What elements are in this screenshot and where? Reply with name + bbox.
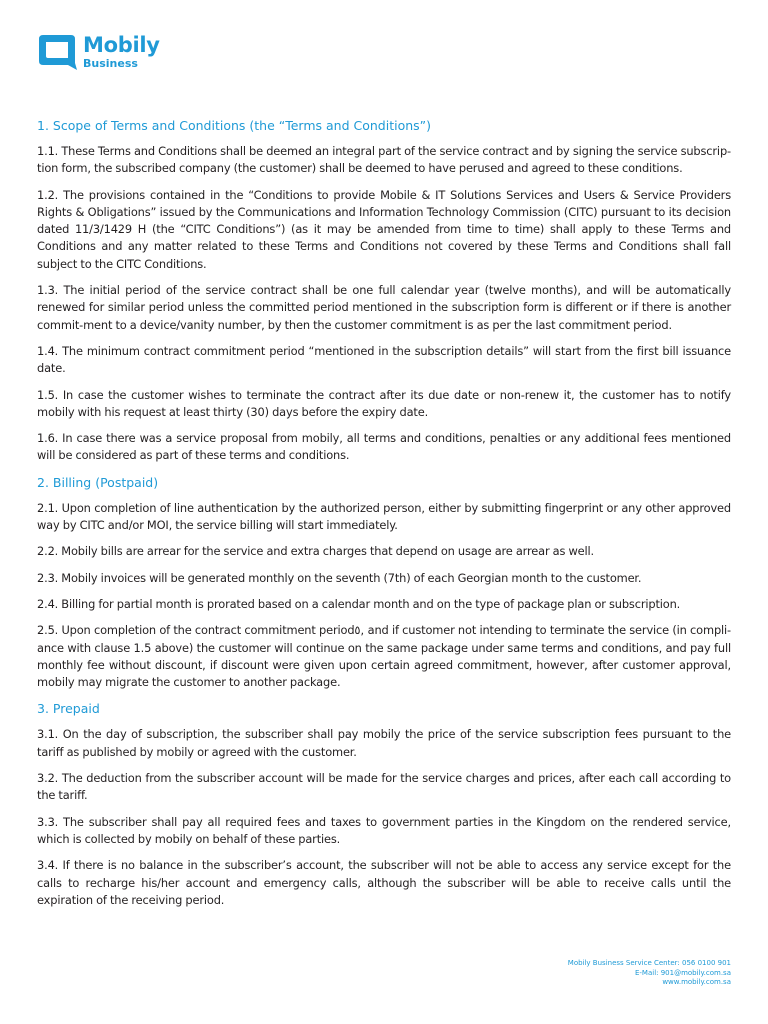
clause-1-1: 1.1. These Terms and Conditions shall be deemed an integral part of the service contract and by signing the service subscrip-tion form, the subscribed company (the customer) shall be deemed to have perused and agreed to these conditions.	[37, 144, 731, 176]
clause-2-4: 2.4. Billing for partial month is prorated based on a calendar month and on the type of package plan or subscription.	[37, 596, 681, 611]
clause-2-2: 2.2. Mobily bills are arrear for the service and extra charges that depend on usage are arrear as well.	[37, 544, 594, 559]
section-heading-prepaid: 3. Prepaid	[37, 701, 100, 717]
clause-1-6: 1.6. In case there was a service proposal from mobily, all terms and conditions, penalties or any additional fees mentioned will be considered as part of these terms and conditions.	[37, 431, 731, 463]
clause-1-2: 1.2. The provisions contained in the “Conditions to provide Mobile & IT Solutions Services and Users & Service Providers Rights & Obligations” issued by the Communications and Information Technology Commission (CITC) pursuant to its decision dated 11/3/1429 H (the “CITC Conditions”) (as it may be amended from time to time) shall apply to these Terms and Conditions and any matter related to these Terms and Conditions not covered by these Terms and Conditions shall fall subject to the CITC Conditions.	[37, 187, 731, 271]
mobily-business-logo	[37, 33, 160, 71]
clause-1-3: 1.3. The initial period of the service contract shall be one full calendar year (twelve months), and will be automatically renewed for similar period unless the committed period mentioned in the subscription form is different or if there is another commit-ment to a device/vanity number, by then the customer commitment is as per the last commitment period.	[37, 283, 731, 332]
service-center-text: Mobily Business Service Center: 056 0100 901	[567, 959, 731, 967]
clause-1-4: 1.4. The minimum contract commitment period “mentioned in the subscription details” will start from the first bill issuance date.	[37, 343, 731, 376]
speech-bubble-logo-icon	[37, 33, 77, 71]
clause-3-2: 3.2. The deduction from the subscriber account will be made for the service charges and prices, after each call according to the tariff.	[37, 771, 731, 803]
brand-subtitle: Business	[83, 57, 138, 70]
terms-content	[37, 117, 731, 918]
email-text[interactable]: E-Mail: 901@mobily.com.sa	[634, 968, 731, 977]
brand-name: Mobily	[83, 33, 160, 57]
clause-3-1: 3.1. On the day of subscription, the subscriber shall pay mobily the price of the service subscription fees pursuant to the tariff as published by mobily or agreed with the customer.	[37, 727, 731, 759]
clause-1-5: 1.5. In case the customer wishes to terminate the contract after its due date or non-renew it, the customer has to notify mobily with his request at least thirty (30) days before the expiry date.	[37, 387, 731, 419]
website-link[interactable]: www.mobily.com.sa	[662, 978, 731, 986]
section-heading-scope: 1. Scope of Terms and Conditions (the “Terms and Conditions”)	[37, 118, 432, 133]
section-heading-billing: 2. Billing (Postpaid)	[37, 474, 159, 490]
clause-2-3: 2.3. Mobily invoices will be generated monthly on the seventh (7th) of each Georgian month to the customer.	[37, 570, 642, 585]
clause-2-1: 2.1. Upon completion of line authentication by the authorized person, either by submitting fingerprint or any other approved way by CITC and/or MOI, the service billing will start immediately.	[37, 500, 731, 533]
clause-3-3: 3.3. The subscriber shall pay all required fees and taxes to government parties in the Kingdom on the rendered service, which is collected by mobily on behalf of these parties.	[37, 814, 731, 846]
clause-2-5: 2.5. Upon completion of the contract commitment period٥, and if customer not intending to terminate the service (in compli-ance with clause 1.5 above) the customer will continue on the same package under same terms and conditions, and pay full monthly fee without discount, if discount were given upon certain agreed commitment, however, after customer approval, mobily may migrate the customer to another package.	[37, 623, 732, 690]
contact-footer	[568, 959, 731, 988]
clause-3-4: 3.4. If there is no balance in the subscriber’s account, the subscriber will not be able to access any service except for the calls to recharge his/her account and emergency calls, although the subscriber will be able to receive calls until the expiration of the receiving period.	[37, 858, 731, 907]
